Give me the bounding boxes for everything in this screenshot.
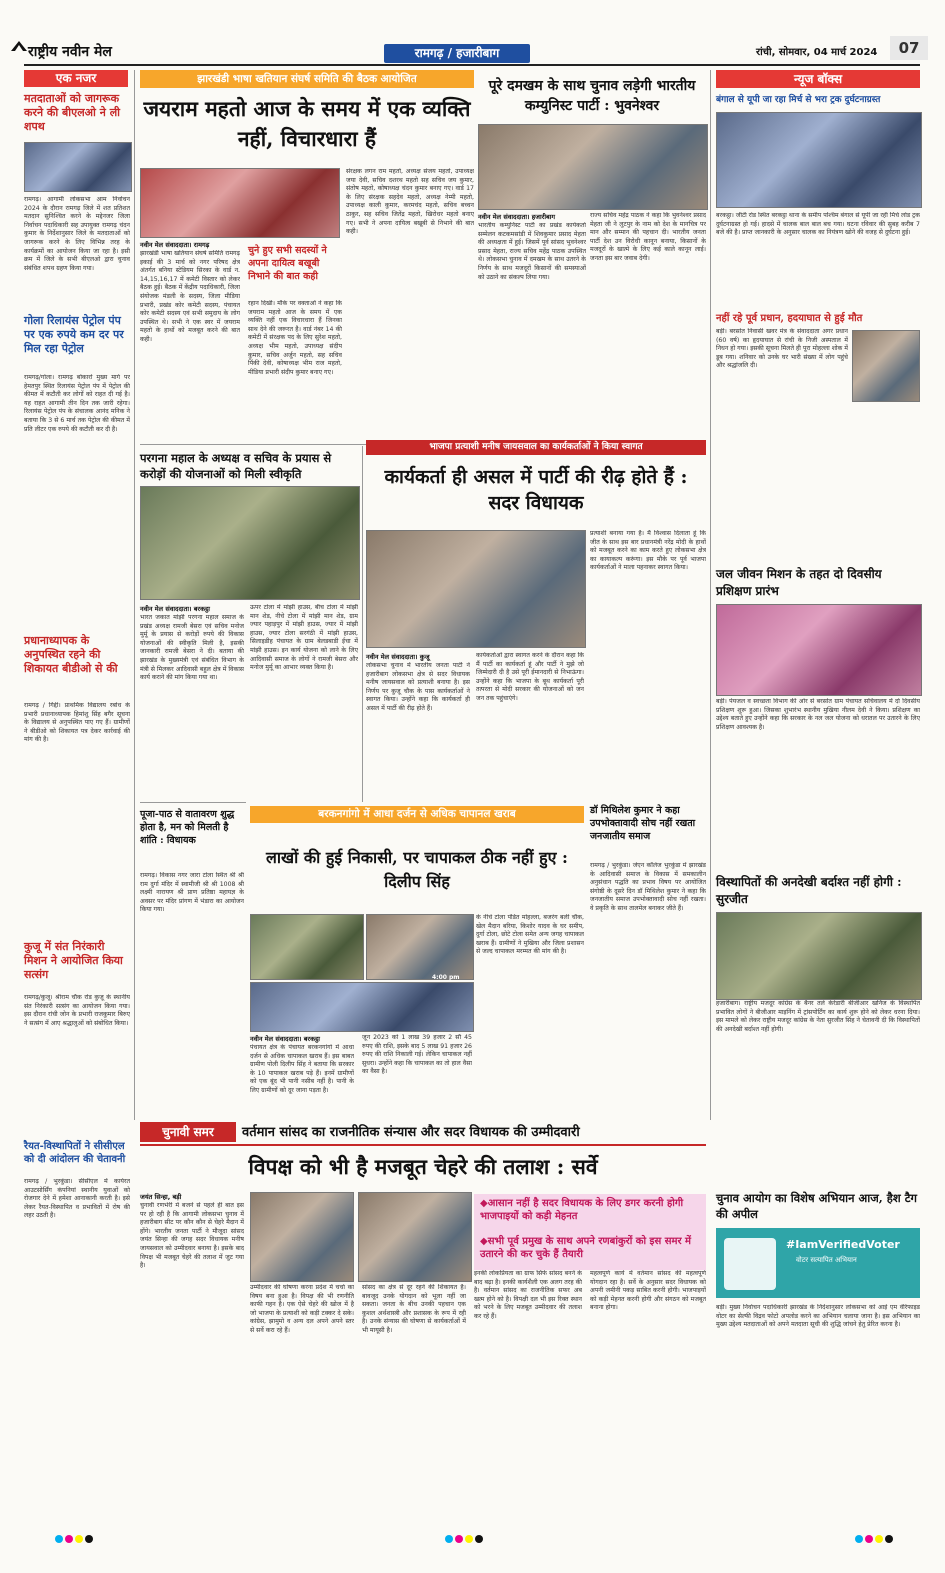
page-number: 07	[890, 36, 928, 60]
article-byline: नवीन मेल संवाददाता। बरकट्ठा	[140, 605, 210, 613]
feature-headline: विपक्ष को भी है मजबूत चेहरे की तलाश : सर्वे	[248, 1154, 598, 1179]
brief-headline: जल जीवन मिशन के तहत दो दिवसीय प्रशिक्षण प्रारंभ	[716, 567, 882, 598]
article-body: भारत जकात मांझी परगना महाल समाज के प्रखंड अध्यक्ष रामजी बेसरा एवं सचिव मनोज मुर्मू के प्रयास से करोड़ों रुपये की विकास योजनाओं की स्वीकृति मिली है, इसकी जानकारी रामजी बेसरा ने दी। बताया की झारखंड के मुख्यमंत्री एवं संबंधित विभाग के मंत्री से मिलकर आदिवासी बहुल क्षेत्र में विकास कार्य कराने की मांग किया गया था।	[140, 614, 244, 682]
brief-headline: नहीं रहे पूर्व प्रधान, हदयाघात से हुई मौत	[716, 313, 863, 324]
article-body: प्रत्याशी बनाया गया है। मैं विश्वास दिलाता हूं कि जीत के साथ इस बार प्रधानमंत्री नरेंद्र मोदी के हाथों को मजबूत करने का काम करते हुए लोकसभा क्षेत्र का कायाकल्प करूंगा। इस मौके पर पूर्व भाजपा कार्यकर्ताओं ने माला पहनाकर स्वागत किया।	[590, 530, 706, 572]
article-photo	[366, 914, 474, 980]
feature-body: उम्मीदवार की घोषणा करना प्रदेश में चर्चा का विषय बना हुआ है। विपक्ष की भी रणनीति काफी गहन है। एक ऐसे चेहरे की खोज में है जो भाजपा के प्रत्याशी को कड़ी टक्कर दे सके। कांग्रेस, झामुमो व अन्य दल अपने अपने स्तर से सर्वे करा रहे हैं।	[250, 1284, 354, 1334]
article-kicker: बरकनगांगो में आधा दर्जन से अधिक चापानल खराब	[250, 806, 584, 823]
brief-headline: मतदाताओं को जागरूक करने की बीएलओ ने ली शपथ	[24, 92, 121, 133]
article-body: रहान दिखी। मौके पर वक्ताओं ने कहा कि जयराम महतो आज के समय में एक व्यक्ति नहीं एक विचारधारा हैं जिनका साथ देने की जरूरत है। वार्ड नंबर 14 की कमेटी में संरक्षक पद के लिए सुरेश महतो, अध्यक्ष भीम महतो, उपाध्यक्ष संदीप कुमार, सचिव अर्जुन महतो, सह सचिव पिंकी देवी, कोषाध्यक्ष भीम राज महतो, मीडिया प्रभारी संदीप कुमार बनाए गए।	[248, 300, 342, 376]
article-headline: डॉ मिथिलेश कुमार ने कहा उपभोक्तावादी सोच नहीं रखता जनजातीय समाज	[590, 805, 696, 842]
registration-dots	[854, 1528, 894, 1547]
brief-body: रामगढ़ / गिद्दी। प्राथमिक विद्यालय रबोध के प्रभारी प्रधानाध्यापक हिमांशु सिंह बगैर सूचना के विद्यालय से अनुपस्थित पाए गए हैं। ग्रामीणों ने बीडीओ को शिकायत पत्र देकर कार्रवाई की मांग की है।	[24, 702, 130, 744]
feature-byline: जयंत सिन्हा, बड़ी	[140, 1193, 182, 1201]
article-byline: नवीन मेल संवाददाता। रामगढ़	[140, 241, 210, 249]
paper-name: राष्ट्रीय नवीन मेल	[28, 44, 112, 60]
feature-tag: चुनावी समर	[140, 1122, 236, 1142]
hashtag-subtext: वोटर सत्यापित अभियान	[796, 1256, 857, 1264]
article-kicker: भाजपा प्रत्याशी मनीष जायसवाल का कार्यकर्ताओं ने किया स्वागत	[366, 440, 706, 455]
voter-illustration-icon	[724, 1238, 776, 1290]
brief-body: बड़ी। बरसोत निवासी खवर मंत्र के संवाददाता अगर प्रधान (60 वर्ष) का हृदयाघात से रांची के निजी अस्पताल में निधन हो गया। इसकी सूचना मिलते ही पूरा मोहल्ला शोक में डूब गया। शनिवार को उनके घर भारी संख्या में लोग पहुंचे और श्रद्धांजलि दी।	[716, 328, 848, 370]
feature-highlight: ◆आसान नहीं है सदर विधायक के लिए डगर करनी होगी भाजपाइयों को कड़ी मेहनत	[474, 1194, 706, 1232]
brief-body: रामगढ़/कुजू। श्रीराम चौक रोड कुजू के स्थानीय संत निरंकारी सत्संग का आयोजन किया गया। इस दौरान रांची जोन के प्रभारी राजकुमार बिरुए ने सत्संग में आए श्रद्धालुओं को संबोधित किया।	[24, 994, 130, 1027]
brief-headline: विस्थापितों की अनदेखी बर्दाश्त नहीं होगी : सुरजीत	[716, 875, 902, 906]
article-photo	[250, 982, 474, 1032]
ek-nazar-header: एक नजर	[24, 70, 128, 87]
article-body: लोकसभा चुनाव में भारतीय जनता पार्टी ने हजारीबाग लोकसभा क्षेत्र से सदर विधायक मनीष जायसवाल को प्रत्याशी बनाया है। इस निर्णय पर कुजू चौक के पास कार्यकर्ताओं ने स्वागत किया। उन्होंने कहा कि कार्यकर्ता ही असल में पार्टी की रीढ़ होते हैं।	[366, 662, 470, 712]
article-body: के नीचे टोला पंडित मोहल्ला, बजरंग बली चौक, खेल मैदान बरिया, किशोर यादव के घर समीप, दुर्गा टोला, छोटे टोला समेत अन्य जगह चापाकल खराब हैं। ग्रामीणों ने मुखिया और जिला प्रशासन से जल्द चापाकल मरम्मत की मांग की है।	[476, 914, 584, 956]
photo-timestamp: 4:00 pm	[432, 974, 460, 981]
column-divider	[134, 70, 135, 1120]
article-body: जून 2023 को 1 लाख 39 हजार 2 सौ 45 रुपए की राशि, इसके बाद 5 लाख 91 हजार 26 रुपए की राशि निकाली गई। लेकिन चापाकल नहीं सुधरा। उन्होंने कहा कि चापाकल का तो हाल वैसा का वैसा है।	[362, 1034, 472, 1076]
hashtag-text: #IamVerifiedVoter	[786, 1238, 900, 1251]
article-byline: नवीन मेल संवाददाता। बरकट्ठा	[250, 1035, 320, 1043]
registration-dots	[54, 1528, 94, 1547]
brief-photo	[716, 912, 922, 1000]
column-divider	[710, 70, 711, 1120]
portrait-photo	[250, 1192, 354, 1282]
article-headline: लाखों की हुई निकासी, पर चापाकल ठीक नहीं हुए : दिलीप सिंह	[266, 848, 568, 891]
article-photo	[140, 486, 360, 600]
article-byline: नवीन मेल संवाददाता। हजारीबाग	[478, 213, 556, 221]
article-headline: परगना महाल के अध्यक्ष व सचिव के प्रयास से करोड़ों की योजनाओं को मिली स्वीकृति	[140, 451, 332, 481]
portrait-photo	[358, 1192, 472, 1282]
article-body: कार्यकर्ताओं द्वारा स्वागत करने के दौरान कहा कि मैं पार्टी का कार्यकर्ता हूं और पार्टी ने मुझे जो जिम्मेदारी दी है उसे पूरी ईमानदारी से निभाऊंगा। उन्होंने कहा कि भाजपा के बूथ कार्यकर्ता पूरी तत्परता से मोदी सरकार की योजनाओं को जन जन तक पहुंचाएंगे।	[476, 652, 584, 702]
verified-voter-banner	[716, 1228, 920, 1298]
article-headline: जयराम महतो आज के समय में एक व्यक्ति नहीं, विचारधारा हैं	[143, 96, 471, 151]
column-divider	[362, 446, 363, 802]
print-color-bar	[24, 1528, 920, 1538]
brief-photo	[716, 112, 922, 208]
article-photo	[478, 124, 708, 210]
feature-highlight: ◆सभी पूर्व प्रमुख के साथ अपने रणबांकुरों को इस समर में उतारने की कर चुके हैं तैयारी	[474, 1232, 706, 1270]
registration-dots	[444, 1528, 484, 1547]
masthead-rule	[24, 64, 920, 66]
brief-photo	[24, 142, 132, 192]
article-body: ऊपर टोला में मांझी हाउस, बीच टोला में मांझी मान शेड, नीचे टोला में मांझी मान शेड, ग्राम ज्यार पहाड़पुर में मांझी हाउस, ज्यार में मांझी हाउस, ज्यार टोला सरगंठी में मांझी हाउस, सिलाइडीह पंचायत के ग्राम बेलडबाडी ईचा में मांझी हाउस। इन कार्य योजना को लाने के लिए आदिवासी समाज के लोगों ने रामजी बेसरा और मनोज मुर्मू का आभार व्यक्त किया है।	[250, 604, 358, 672]
article-headline: पूजा-पाठ से वातावरण शुद्ध होता है, मन को मिलती है शांति : विधायक	[140, 809, 235, 846]
article-byline: नवीन मेल संवाददाता। कुजू	[366, 653, 430, 661]
article-body: राज्य सचिव महेंद्र पाठक ने कहा कि भुवनेश्वर प्रसाद मेहता जी ने लुटपुर के नाम को देश के मानचित्र पर मान और सम्मान की पहचान दी। भारतीय जनता पार्टी देश उन विरोधी कानून बनाया, किसानों के मजदूरों के खात्मे के लिए कई काले कानून लाई। जनता इस बार जवाब देगी।	[590, 212, 706, 262]
brief-headline: बंगाल से यूपी जा रहा मिर्च से भरा ट्रक दुर्घटनाग्रस्त	[716, 95, 881, 105]
article-headline: पूरे दमखम के साथ चुनाव लड़ेगी भारतीय कम्युनिस्ट पार्टी : भुवनेश्वर	[488, 78, 696, 114]
article-pullquote: चुने हुए सभी सदस्यों ने अपना दायित्व बखूबी निभाने की बात कही	[248, 245, 327, 282]
feature-kicker: वर्तमान सांसद का राजनीतिक संन्यास और सदर विधायक की उम्मीदवारी	[242, 1125, 580, 1140]
article-kicker: झारखंडी भाषा खतियान संघर्ष समिति की बैठक आयोजित	[140, 70, 474, 88]
brief-body: रामगढ़ / भुरकुंडा। सीसीएल में कार्यरत आउटसोर्सिंग कंपनियां स्थानीय युवाओं को रोजगार देने में हमेशा आनाकानी करती है। इसे लेकर रैयत-विस्थापित व प्रभावितों में रोष की लहर उठती है।	[24, 1178, 130, 1220]
article-body: झारखंडी भाषा खतियान संघर्ष समिति रामगढ़ इकाई की 3 मार्च को नगर परिषद क्षेत्र अंतर्गत बनिया स्टेडियम सिरका के वार्ड न. 14,15,16,17 में कमेटी विस्तार को लेकर बैठक हुई। बैठक में केंद्रीय पदाधिकारी, जिला संयोजक मंडली के सदस्य, जिला मीडिया प्रभारी, प्रखंड कोर कमेटी सदस्य, पंचायत कोर कमेटी सदस्य एवं सभी समुदाय के लोग उपस्थित थे। सभी ने एक स्वर में जयराम महतो के हाथों को मजबूत करने की बात कही।	[140, 250, 240, 343]
brief-body: बड़ी। पेयजल व स्वच्छता विभाग की ओर से बरसोत ग्राम पंचायत सचिवालय में दो दिवसीय प्रशिक्षण शुरू हुआ। जिसका शुभारंभ स्थानीय मुखिया नीलम देवी ने किया। प्रशिक्षण का उद्देश्य बताते हुए उन्होंने कहा कि सरकार के नल जल योजना को धरातल पर उतारने के लिए प्रशिक्षण आवश्यक है।	[716, 698, 920, 731]
brief-headline: गोला रिलायंस पेट्रोल पंप पर एक रुपये कम दर पर मिल रहा पेट्रोल	[24, 314, 124, 355]
article-body: पंचायत क्षेत्र के पंचायत बरकनगांगो में आधा दर्जन से अधिक चापाकल खराब हैं। इस बाबत ग्रामीण पोली दिलीप सिंह ने बताया कि सरकार के 10 पापाकल खराब पड़े हैं। इनमें ग्रामीणों को एक बूंद भी पानी नसीब नहीं है। पानी के लिए ग्रामीणों को दूर जाना पड़ता है।	[250, 1044, 354, 1094]
feature-body: महत्वपूर्ण कार्य में वर्तमान सांसद की महत्वपूर्ण योगदान रहा है। सर्वे के अनुसार सदर विधायक को अपनी जमीनी पकड़ साबित करनी होगी। भाजपाइयों को कड़ी मेहनत करनी होगी और संगठन को मजबूत बनाना होगा।	[590, 1270, 706, 1312]
feature-body: इनकी लोकप्रियता का ग्राफ सिर्फ सांसद बनने के बाद बढ़ा है। इनकी कार्यशैली एक अलग तरह की है। वर्तमान सांसद का राजनीतिक सफर अब खत्म होने को है। विपक्षी दल भी इस रिक्त स्थान को भरने के लिए मजबूत उम्मीदवार की तलाश कर रहे हैं।	[474, 1270, 582, 1320]
article-photo	[250, 914, 364, 980]
brief-photo	[716, 604, 922, 696]
article-photo	[140, 168, 340, 238]
section-name: रामगढ़ / हजारीबाग	[384, 44, 530, 63]
brief-body: रामगढ़/गोला। रामगढ़ बोकारो मुख्य मार्ग पर हेमतपुर स्थित रिलायंस पेट्रोल पंप में पेट्रोल की कीमत में कटौती कर लोगों को राहत दी गई है। यह राहत आगामी तीन दिन तक जारी रहेगा। रिलायंस पेट्रोल पंप के संचालक आनंद मनिक ने बताया कि 3 से 6 मार्च तक पेट्रोल की कीमत में प्रति लीटर एक रुपये की कटौती कर दी है।	[24, 374, 130, 433]
article-body: संरक्षक लगन राम महतो, अध्यक्ष संजय महतो, उपाध्यक्ष जया देवी, सचिव दशरथ महतो सह सचिव जय कुमार, संतोष महतो, कोषाध्यक्ष चंदन कुमार बनाए गए। वार्ड 17 के लिए संरक्षक सहदेव महतो, अध्यक्ष नेम्मी महतो, उपाध्यक्ष काली कुमार, करमचंद महतो, सचिव बच्चन ठाकुर, सह सचिव जितेंद्र महतो, खिरोधर महतो बनाए गए। सभी ने अपना दायित्व बखूबी से निभाने की बात कही।	[346, 168, 474, 236]
article-photo	[366, 530, 586, 648]
brief-headline: चुनाव आयोग का विशेष अभियान आज, हैश टैग की अपील	[716, 1191, 917, 1221]
brief-body: रामगढ़। आगामी लोकसभा आम निर्वाचन 2024 के दौरान रामगढ़ जिले में शत प्रतिशत मतदान सुनिश्चित करने के मद्देनजर जिला निर्वाचन पदाधिकारी सह उपायुक्त रामगढ़ चंदन कुमार के निर्देशानुसार जिले के मतदाताओं को जागरूक करने के लिए विभिन्न तरह के कार्यक्रमों का आयोजन किया जा रहा है। इसी क्रम में जिले के सभी बीएलओ द्वारा चुनाव संबंधित शपथ ग्रहण किया गया।	[24, 196, 130, 272]
article-headline: कार्यकर्ता ही असल में पार्टी की रीढ़ होते हैं : सदर विधायक	[384, 466, 688, 514]
feature-rule	[140, 1144, 706, 1146]
issue-date: रांची, सोमवार, 04 मार्च 2024	[756, 47, 878, 58]
brief-headline: प्रधानाध्यापक के अनुपस्थित रहने की शिकायत बीडीओ से की	[24, 634, 118, 675]
article-body: रामगढ़। विकास नगर जारा टोला स्थित श्री श्री राम दुर्गा मंदिर में स्वामीजी श्री श्री 1008 श्री लक्ष्मी नारायण श्री प्राण प्रतिष्ठा महायज्ञ के अवसर पर मंदिर प्रांगण में भंडारा का आयोजन किया गया।	[140, 872, 244, 914]
portrait-photo	[852, 330, 920, 402]
brief-body: हजारीबाग। राष्ट्रीय मजदूर कांग्रेस के बैनर तले केरेडारी बीजीआर खनिज के विस्थापित प्रभावित लोगों ने बीजीआर माइनिंग में ट्रांसपोर्टिंग का कार्य शुरू होने को लेकर धरना दिया। इस मामले को लेकर राष्ट्रीय मजदूर कांग्रेस के नेता सुरजीत सिंह ने चेतावनी दी कि विस्थापितों की अनदेखी बर्दाश्त नहीं होगी।	[716, 1000, 920, 1033]
brief-headline: कुजू में संत निरंकारी मिशन ने आयोजित किया सत्संग	[24, 940, 123, 981]
article-body: रामगढ़ / भुरकुंडा। जेएन कॉलेज भुरकुंडा में झारखंड के आदिवासी समाज के विकास में समकालीन अनुसंधान पद्धति का प्रभाव विषय पर आयोजित संगोष्ठी के दूसरे दिन डॉ मिथिलेश कुमार ने कहा कि जनजातीय समाज उपभोक्तावादी सोच नहीं रखता। वे प्रकृति के साथ तालमेल बनाकर जीते हैं।	[590, 862, 706, 912]
feature-body: सांसद का क्षेत्र से दूर रहने की शिकायत है। बावजूद उनके योगदान को भूला नहीं जा सकता। जनता के बीच उनकी पहचान एक कुशल अर्थशास्त्री और प्रशासक के रूप में रही है। उनके संन्यास की घोषणा से कार्यकर्ताओं में भी मायूसी है।	[362, 1284, 466, 1334]
article-divider	[140, 802, 246, 803]
article-body: भारतीय कम्युनिस्ट पार्टी का प्रखंड कार्यकर्ता सम्मेलन कटकमसांडी में शिवकुमार प्रसाद मेहता की अध्यक्षता में हुई। जिसमें पूर्व सांसद भुवनेश्वर प्रसाद मेहता, राज्य सचिव महेंद्र पाठक उपस्थित थे। लोकसभा चुनाव में दमखम के साथ उतरने के निर्णय के साथ मजदूरों किसानों की समस्याओं को उठाने का संकल्प लिया गया।	[478, 222, 586, 281]
brief-body: बड़ी। मुख्य निर्वाचन पदाधिकारी झारखंड के निर्देशानुसार लोकसभा को आई एम वेरिफाइड वोटर का सेल्फी विद्रव फोटो अपलोड करने का अभियान चलाया जाना है। इस अभियान का मुख्य उद्देश्य मतदाताओं को अपने मतदाता सूची की शुद्धि जांचने हेतु प्रेरित करना है।	[716, 1304, 920, 1329]
news-box-header: न्यूज बॉक्स	[716, 70, 920, 88]
masthead	[0, 0, 945, 62]
feature-body: चुनावी रणभेरी में बजने से पहले ही बात इस पर हो रही है कि आगामी लोकसभा चुनाव में हजारीबाग सीट पर कौन कौन से चेहरे मैदान में होंगे। भारतीय जनता पार्टी ने मौजूदा सांसद जयंत सिन्हा की जगह सदर विधायक मनीष जायसवाल को उम्मीदवार बनाया है। इसके बाद विपक्ष भी मजबूत चेहरे की तलाश में जुट गया है।	[140, 1202, 244, 1270]
paper-logo-icon	[10, 38, 28, 52]
brief-headline: रैयत-विस्थापितों ने सीसीएल को दी आंदोलन की चेतावनी	[24, 1141, 126, 1165]
brief-body: बरकट्ठा। जीटी रोड स्थित बरकट्ठा थाना के समीप पश्चिम बंगाल से यूपी जा रही मिर्च लोड ट्रक दुर्घटनाग्रस्त हो गई। हादसे में चालक बाल बाल बच गया। घटना रविवार की सुबह करीब 7 बजे की है। प्राप्त जानकारी के अनुसार चालक का नियंत्रण खोने की वजह से दुर्घटना हुई।	[716, 212, 920, 237]
